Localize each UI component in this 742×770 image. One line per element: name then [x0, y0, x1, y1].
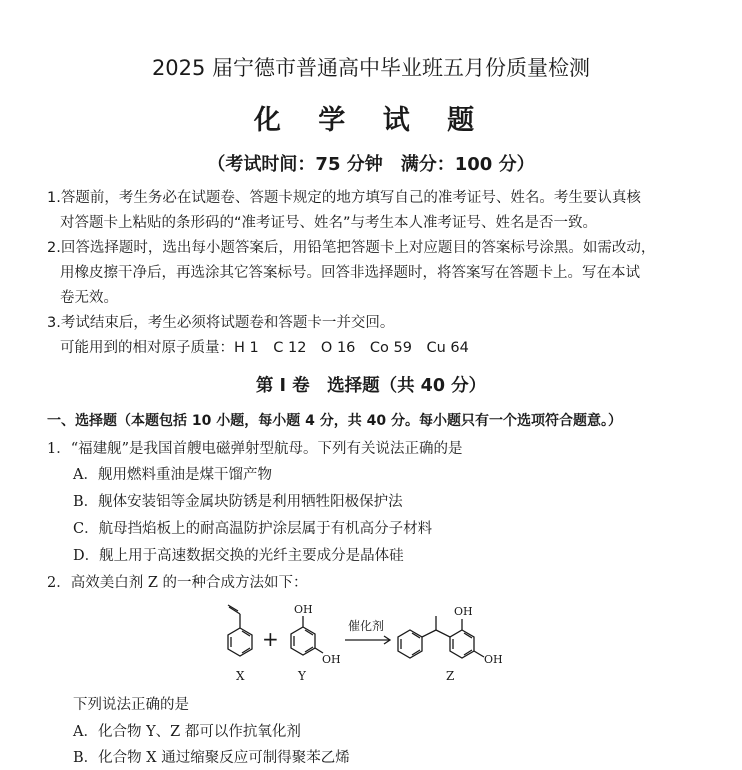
subject-title: 化 学 试 题 — [253, 105, 489, 136]
question-1-option-a: A．舰用燃料重油是煤干馏产物 — [73, 467, 272, 483]
instruction-line-1: 1.答题前，考生务必在试题卷、答题卡规定的地方填写自己的准考证号、姓名。考生要认真核 — [47, 190, 641, 206]
exam-time-score: （考试时间：75 分钟 满分：100 分） — [207, 154, 535, 175]
plus-sign: + — [262, 627, 279, 651]
exam-header-title: 2025 届宁德市普通高中毕业班五月份质量检测 — [151, 56, 591, 80]
label-y: Y — [298, 669, 306, 683]
question-1-option-c: C．航母挡焰板上的耐高温防护涂层属于有机高分子材料 — [73, 521, 433, 537]
instruction-line-6: 3.考试结束后，考生必须将试题卷和答题卡一并交回。 — [47, 315, 395, 331]
instruction-line-3: 2.回答选择题时，选出每小题答案后，用铅笔把答题卡上对应题目的答案标号涂黑。如需改动， — [47, 240, 656, 256]
section-title: 第 Ⅰ 卷 选择题（共 40 分） — [255, 376, 487, 396]
label-x: X — [236, 669, 245, 683]
y-oh-bottom: OH — [322, 653, 341, 666]
z-oh-bottom: OH — [484, 653, 503, 666]
question-2-prompt: 下列说法正确的是 — [73, 697, 189, 713]
question-2-stem: 2．高效美白剂 Z 的一种合成方法如下： — [47, 575, 308, 591]
part-heading: 一、选择题（本题包括 10 小题，每小题 4 分，共 40 分。每小题只有一个选项符合题意。） — [47, 413, 622, 429]
question-2-option-a: A．化合物 Y、Z 都可以作抗氧化剂 — [73, 724, 301, 740]
y-oh-top: OH — [294, 603, 313, 616]
question-2-option-b: B．化合物 X 通过缩聚反应可制得聚苯乙烯 — [73, 750, 350, 766]
question-1-option-b: B．舰体安装铝等金属块防锈是利用牺牲阳极保护法 — [73, 494, 403, 510]
catalyst-label: 催化剂 — [348, 619, 385, 633]
instruction-line-5: 卷无效。 — [60, 290, 118, 306]
atomic-masses: 可能用到的相对原子质量：H 1 C 12 O 16 Co 59 Cu 64 — [60, 340, 469, 356]
label-z: Z — [446, 669, 455, 683]
question-1-stem: 1．“福建舰”是我国首艘电磁弹射型航母。下列有关说法正确的是 — [47, 441, 463, 457]
z-oh-top: OH — [454, 605, 473, 618]
question-1-option-d: D．舰上用于高速数据交换的光纤主要成分是晶体硅 — [73, 548, 404, 564]
instruction-line-2: 对答题卡上粘贴的条形码的“准考证号、姓名”与考生本人准考证号、姓名是否一致。 — [60, 215, 598, 231]
instruction-line-4: 用橡皮擦干净后，再选涂其它答案标号。回答非选择题时，将答案写在答题卡上。写在本试 — [60, 265, 640, 281]
